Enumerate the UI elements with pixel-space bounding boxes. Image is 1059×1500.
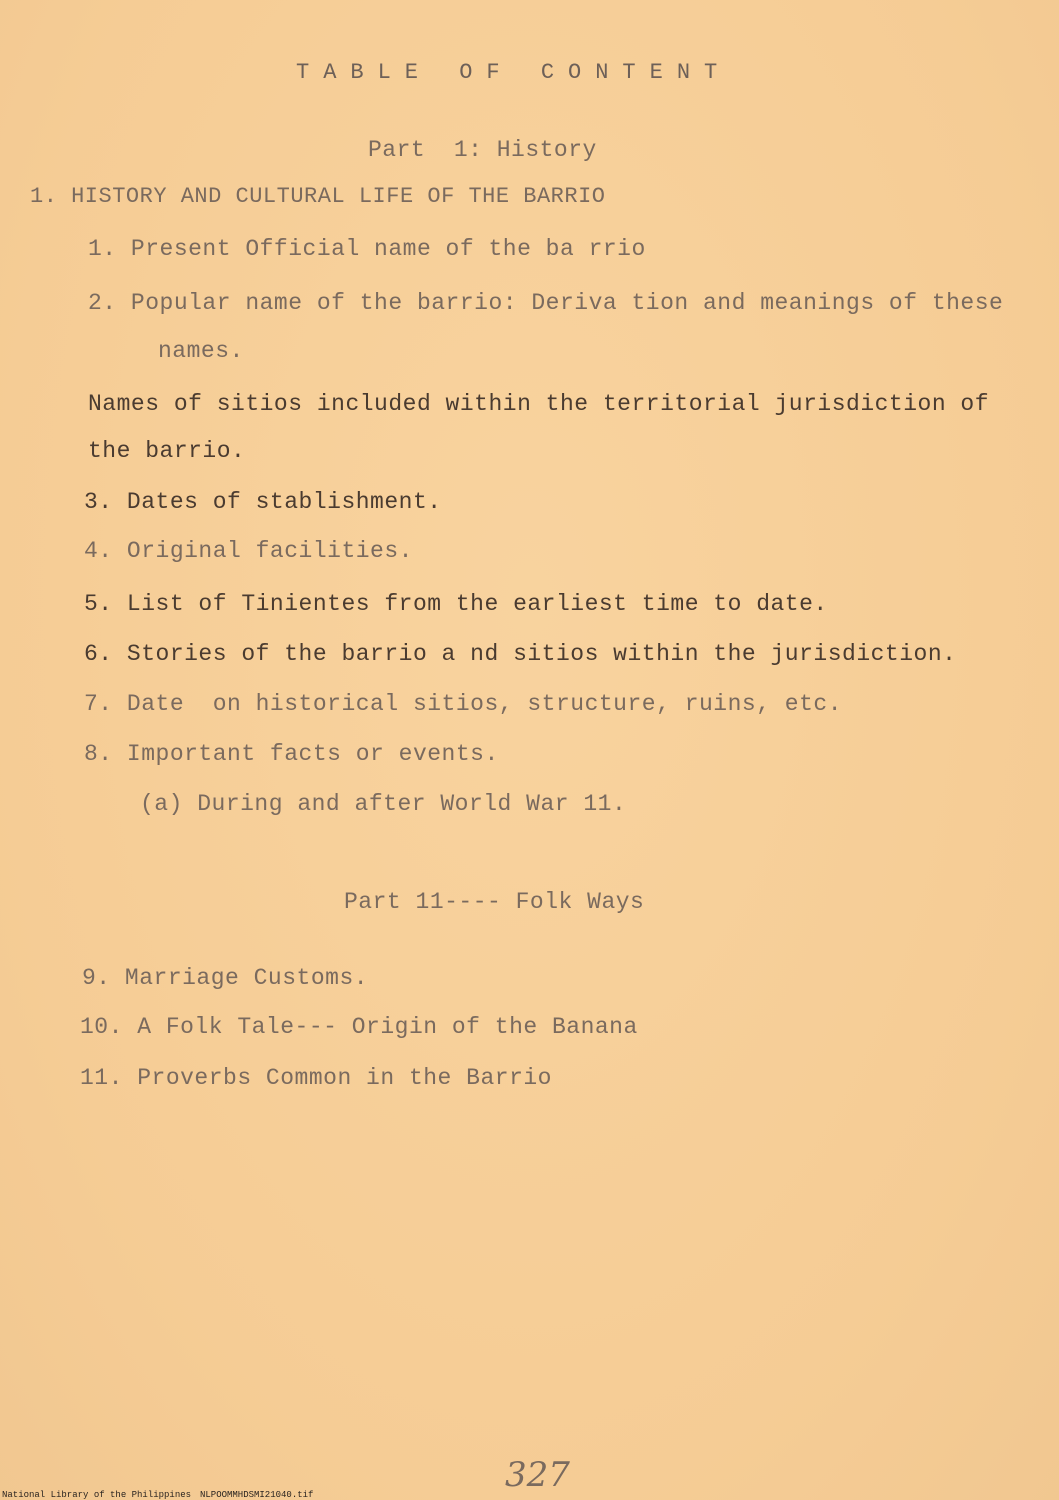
- list-item: (a) During and after World War 11.: [140, 791, 627, 817]
- library-stamp: National Library of the Philippines: [2, 1490, 192, 1500]
- list-item: the barrio.: [88, 438, 246, 464]
- part1-heading: Part 1: History: [368, 137, 597, 163]
- list-item: 4. Original facilities.: [84, 538, 413, 564]
- list-item: Names of sitios included within the territorial jurisdiction of: [88, 391, 990, 417]
- list-item: 8. Important facts or events.: [84, 741, 499, 767]
- page-title: TABLE OF CONTENT: [296, 60, 732, 85]
- list-item: 5. List of Tinientes from the earliest time to date.: [84, 591, 828, 617]
- list-item: 6. Stories of the barrio a nd sitios within the jurisdiction.: [84, 641, 957, 667]
- list-item: 11. Proverbs Common in the Barrio: [80, 1065, 552, 1091]
- list-item: names.: [158, 338, 244, 364]
- section1-heading: 1. HISTORY AND CULTURAL LIFE OF THE BARRIO: [30, 184, 606, 209]
- filename-stamp: NLPOOMMHDSMI21040.tif: [200, 1490, 314, 1500]
- page-number: 327: [505, 1455, 570, 1495]
- part2-heading: Part 11---- Folk Ways: [344, 889, 645, 915]
- list-item: 3. Dates of stablishment.: [84, 489, 442, 515]
- list-item: 2. Popular name of the barrio: Deriva tion and meanings of these: [88, 290, 1004, 316]
- list-item: 10. A Folk Tale--- Origin of the Banana: [80, 1014, 638, 1040]
- list-item: 9. Marriage Customs.: [82, 965, 369, 991]
- list-item: 1. Present Official name of the ba rrio: [88, 236, 646, 262]
- list-item: 7. Date on historical sitios, structure, ruins, etc.: [84, 691, 843, 717]
